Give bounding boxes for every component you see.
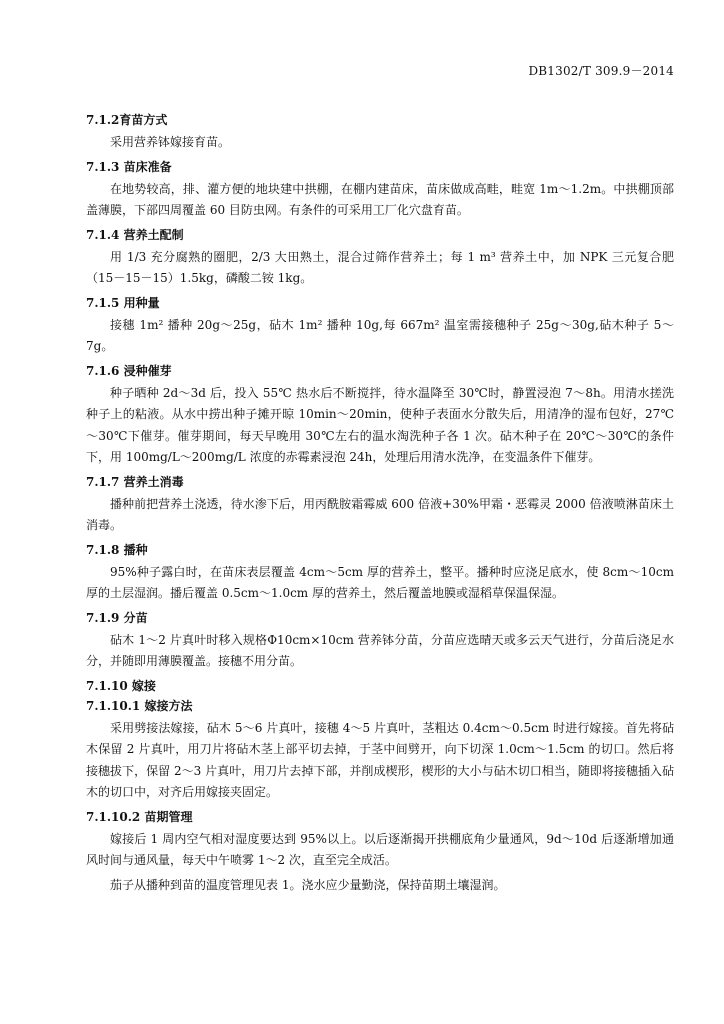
section-heading: 7.1.10.1 嫁接方法	[86, 698, 193, 713]
section-heading: 7.1.10 嫁接	[86, 678, 156, 693]
section-heading: 7.1.3 苗床准备	[86, 159, 172, 174]
section-heading: 7.1.4 营养土配制	[86, 227, 184, 242]
section-paragraph: 播种前把营养土浇透，待水渗下后，用丙酰胺霜霉威 600 倍液+30%甲霜・恶霉灵 2000 倍液喷淋苗床土消毒。	[86, 496, 674, 532]
section-heading: 7.1.8 播种	[86, 542, 148, 557]
section-paragraph: 95%种子露白时，在苗床表层覆盖 4cm～5cm 厚的营养土，整平。播种时应浇足底水，使 8cm～10cm 厚的土层湿润。播后覆盖 0.5cm～1.0cm 厚的营养土，然后覆盖地膜或湿稻草保温保湿。	[86, 564, 674, 600]
section-paragraph: 种子晒种 2d～3d 后，投入 55℃ 热水后不断搅拌，待水温降至 30℃时，静置浸泡 7～8h。用清水搓洗种子上的粘液。从水中捞出种子摊开晾 10min～20min，使种子表面水分散失后，用清净的湿布包好，27℃～30℃下催芽。催芽期间，每天早晚用 30℃左右的温水淘洗种子各 1 次。砧木种子在 20℃～30℃的条件下，用 100mg/L～200mg/L 浓度的赤霉素浸泡 24h，处理后用清水洗净，在变温条件下催芽。	[86, 385, 674, 464]
section-paragraph: 茄子从播种到苗的温度管理见表 1。浇水应少量勤浇，保持苗期土壤湿润。	[110, 877, 506, 892]
standard-code: DB1302/T 309.9－2014	[528, 64, 674, 78]
section-paragraph: 接穗 1m² 播种 20g～25g，砧木 1m² 播种 10g,每 667m² 温室需接穗种子 25g～30g,砧木种子 5～7g。	[86, 317, 674, 353]
section-paragraph: 砧木 1～2 片真叶时移入规格Φ10cm×10cm 营养钵分苗，分苗应选晴天或多云天气进行，分苗后浇足水分，并随即用薄膜覆盖。接穗不用分苗。	[86, 632, 674, 668]
section-paragraph: 在地势较高，排、灌方便的地块建中拱棚，在棚内建苗床，苗床做成高畦，畦宽 1m～1.2m。中拱棚顶部盖薄膜，下部四周覆盖 60 目防虫网。有条件的可采用工厂化穴盘育苗。	[86, 181, 674, 217]
section-paragraph: 嫁接后 1 周内空气相对湿度要达到 95%以上。以后逐渐揭开拱棚底角少量通风，9d～10d 后逐渐增加通风时间与通风量，每天中午喷雾 1～2 次，直至完全成活。	[86, 831, 674, 867]
document-body	[86, 110, 674, 899]
section-heading: 7.1.2育苗方式	[86, 113, 168, 127]
section-heading: 7.1.5 用种量	[86, 295, 160, 310]
section-heading: 7.1.6 浸种催芽	[86, 363, 172, 378]
section-paragraph: 采用劈接法嫁接，砧木 5～6 片真叶，接穗 4～5 片真叶，茎粗达 0.4cm～0.5cm 时进行嫁接。首先将砧木保留 2 片真叶，用刀片将砧木茎上部平切去掉，于茎中间劈开，向下切深 1.0cm～1.5cm 的切口。然后将接穗拔下，保留 2～3 片真叶，用刀片去掉下部，并削成楔形，楔形的大小与砧木切口相当，随即将接穗插入砧木的切口中，对齐后用嫁接夹固定。	[86, 720, 674, 799]
section-heading: 7.1.9 分苗	[86, 610, 148, 625]
section-paragraph: 采用营养钵嫁接育苗。	[110, 135, 231, 149]
section-paragraph: 用 1/3 充分腐熟的圈肥，2/3 大田熟土，混合过筛作营养土；每 1 m³ 营养土中，加 NPK 三元复合肥（15－15－15）1.5kg，磷酸二铵 1kg。	[86, 249, 674, 285]
section-heading: 7.1.7 营养土消毒	[86, 474, 184, 489]
section-heading: 7.1.10.2 苗期管理	[86, 809, 193, 824]
